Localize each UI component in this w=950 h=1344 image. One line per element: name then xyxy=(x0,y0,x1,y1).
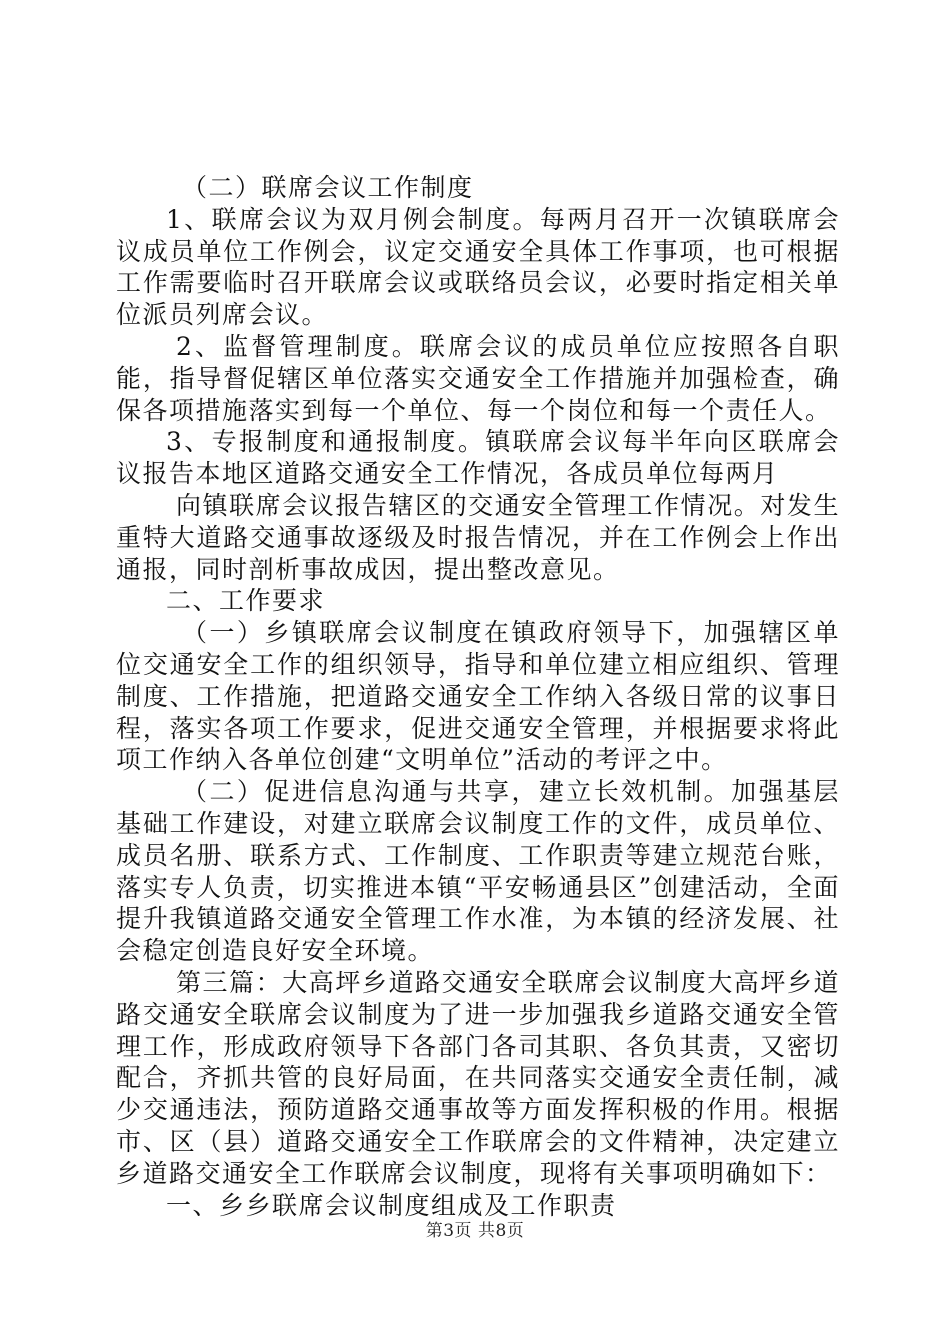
paragraph-reporting-continued: 向镇联席会议报告辖区的交通安全管理工作情况。对发生重特大道路交通事故逐级及时报告情况，并在工作例会上作出通报，同时剖析事故成因，提出整改意见。 xyxy=(116,490,840,584)
paragraph-part-three: 第三篇：大高坪乡道路交通安全联席会议制度大高坪乡道路交通安全联席会议制度为了进一步加强我乡道路交通安全管理工作，形成政府领导下各部门各司其职、各负其责，又密切配合，齐抓共管的良好局面，在共同落实交通安全责任制，减少交通违法，预防道路交通事故等方面发挥积极的作用。根据市、区（县）道路交通安全工作联席会的文件精神，决定建立乡道路交通安全工作联席会议制度，现将有关事项明确如下： xyxy=(116,967,840,1188)
paragraph-requirement-two: （二）促进信息沟通与共享，建立长效机制。加强基层基础工作建设，对建立联席会议制度工作的文件，成员单位、成员名册、联系方式、工作制度、工作职责等建立规范台账，落实专人负责，切实推进本镇“平安畅通县区”创建活动，全面提升我镇道路交通安全管理工作水准，为本镇的经济发展、社会稳定创造良好安全环境。 xyxy=(116,777,840,966)
paragraph-reporting: 3、专报制度和通报制度。镇联席会议每半年向区联席会议报告本地区道路交通安全工作情况，各成员单位每两月 xyxy=(116,427,840,489)
paragraph-bimonthly-meeting: 1、联席会议为双月例会制度。每两月召开一次镇联席会议成员单位工作例会，议定交通安全具体工作事项，也可根据工作需要临时召开联席会议或联络员会议，必要时指定相关单位派员列席会议。 xyxy=(116,204,840,330)
section-heading-meeting-system: （二）联席会议工作制度 xyxy=(182,173,474,202)
document-body xyxy=(116,172,840,1221)
section-heading-composition: 一、乡乡联席会议制度组成及工作职责 xyxy=(166,1190,617,1220)
page-number-footer: 第3页 共8页 xyxy=(425,1221,525,1241)
paragraph-requirement-one: （一）乡镇联席会议制度在镇政府领导下，加强辖区单位交通安全工作的组织领导，指导和单位建立相应组织、管理制度、工作措施，把道路交通安全工作纳入各级日常的议事日程，落实各项工作要求，促进交通安全管理，并根据要求将此项工作纳入各单位创建“文明单位”活动的考评之中。 xyxy=(116,618,840,775)
paragraph-supervision: 2、监督管理制度。联席会议的成员单位应按照各自职能，指导督促辖区单位落实交通安全工作措施并加强检查，确保各项措施落实到每一个单位、每一个岗位和每一个责任人。 xyxy=(116,331,840,425)
section-heading-work-requirements: 二、工作要求 xyxy=(166,586,326,616)
